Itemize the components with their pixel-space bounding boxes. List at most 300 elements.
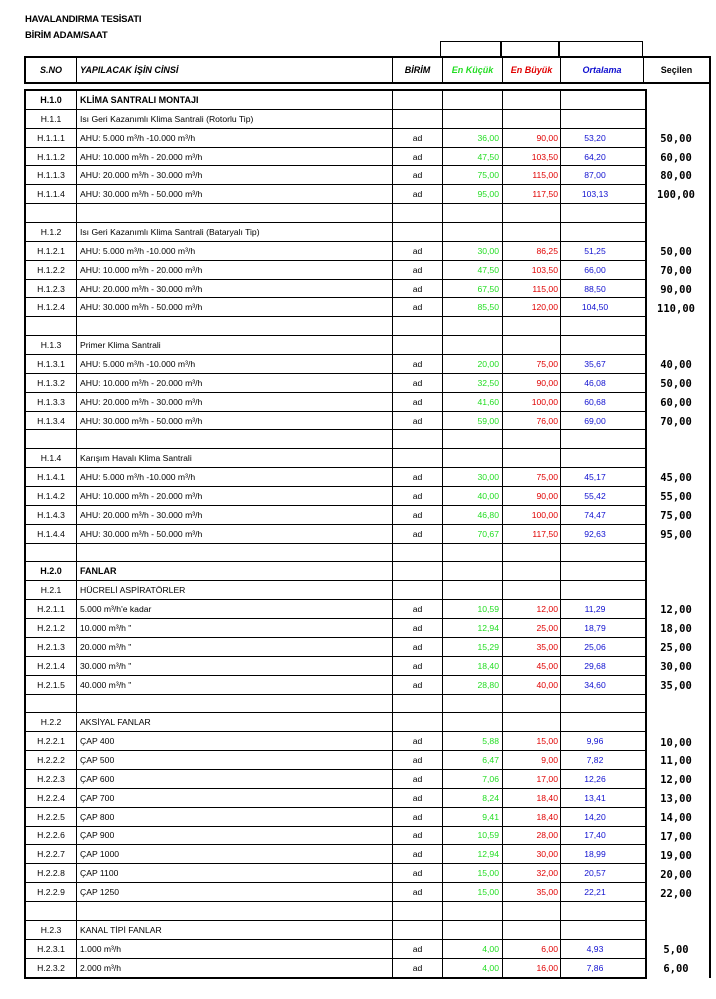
row-selected-value: 12,00 [660,604,692,617]
row-max [503,902,561,920]
row-average: 51,25 [584,245,606,256]
row-number: H.1.3.4 [26,412,77,430]
row-selected-value: 13,00 [660,793,692,806]
row-number: H.1.1.1 [26,129,77,147]
row-average: 60,68 [584,396,606,407]
section-row [26,91,645,110]
row-unit [393,449,443,467]
row-unit [393,695,443,713]
row-max: 115,00 [503,280,561,298]
row-min: 15,29 [443,638,503,656]
row-number: H.2.2.1 [26,732,77,750]
row-number [26,317,77,335]
row-unit: ad [393,940,443,958]
row-max: 100,00 [503,506,561,524]
row-average: 4,93 [586,943,604,954]
row-min [443,713,503,731]
row-average: 87,00 [584,170,606,181]
row-unit [393,713,443,731]
row-number: H.2.2.3 [26,770,77,788]
row-average: 7,86 [586,962,604,973]
row-selected-value: 55,00 [660,491,692,504]
header-sno: S.NO [26,58,77,82]
table-row [26,355,645,374]
row-selected-value: 50,00 [660,378,692,391]
row-unit: ad [393,298,443,316]
row-unit: ad [393,129,443,147]
row-description: ÇAP 700 [77,789,393,807]
blank-row [26,317,645,336]
row-selected-value: 80,00 [660,170,692,183]
row-number: H.2.2.9 [26,883,77,901]
table-row [26,487,645,506]
row-number: H.1.0 [26,91,77,109]
row-description: KLİMA SANTRALI MONTAJI [77,91,393,109]
row-min: 36,00 [443,129,503,147]
row-average: 17,40 [584,830,606,841]
table-row [26,808,645,827]
row-unit: ad [393,525,443,543]
row-number: H.2.1.1 [26,600,77,618]
row-average: 12,26 [584,773,606,784]
table-row [26,770,645,789]
row-max [503,110,561,128]
group-row [26,449,645,468]
table-row [26,412,645,431]
row-min [443,902,503,920]
row-min: 5,88 [443,732,503,750]
row-average: 13,41 [584,792,606,803]
table-row [26,676,645,695]
table-row [26,261,645,280]
table-row [26,129,645,148]
row-number: H.2.3.1 [26,940,77,958]
row-selected-value: 35,00 [660,679,692,692]
row-min: 41,60 [443,393,503,411]
row-max [503,921,561,939]
row-unit: ad [393,261,443,279]
header-top-cell [500,41,560,56]
row-unit: ad [393,959,443,978]
row-max: 117,50 [503,185,561,203]
selected-column [643,84,711,978]
table-header [24,56,711,84]
row-number: H.2.1.4 [26,657,77,675]
row-number: H.2.2.6 [26,827,77,845]
row-description: Primer Klima Santrali [77,336,393,354]
row-average: 20,57 [584,868,606,879]
row-min: 95,00 [443,185,503,203]
row-unit: ad [393,280,443,298]
row-description [77,695,393,713]
blank-row [26,204,645,223]
row-description: ÇAP 400 [77,732,393,750]
row-min: 7,06 [443,770,503,788]
blank-row [26,695,645,714]
row-max [503,695,561,713]
row-max: 30,00 [503,845,561,863]
row-unit [393,223,443,241]
row-description: HÜCRELİ ASPİRATÖRLER [77,581,393,599]
row-average: 9,96 [586,736,604,747]
row-average [561,204,643,222]
row-number: H.2.3.2 [26,959,77,978]
table-row [26,732,645,751]
row-min [443,581,503,599]
row-description: AHU: 5.000 m³/h -10.000 m³/h [77,355,393,373]
row-number: H.1.4.4 [26,525,77,543]
row-min: 46,80 [443,506,503,524]
row-min: 9,41 [443,808,503,826]
row-selected-value: 100,00 [657,189,695,202]
row-number [26,544,77,562]
row-max [503,449,561,467]
row-selected-value: 10,00 [660,736,692,749]
table-row [26,883,645,902]
row-min [443,921,503,939]
row-description: Karışım Havalı Klima Santrali [77,449,393,467]
row-description: Isı Geri Kazanımlı Klima Santrali (Bataryalı Tip) [77,223,393,241]
row-average: 14,20 [584,811,606,822]
row-min: 4,00 [443,959,503,978]
row-min [443,544,503,562]
row-description: ÇAP 600 [77,770,393,788]
row-average [561,562,643,580]
row-max: 100,00 [503,393,561,411]
row-number: H.2.1.5 [26,676,77,694]
row-description: AHU: 5.000 m³/h -10.000 m³/h [77,129,393,147]
row-average: 11,29 [584,604,606,615]
row-description: AHU: 20.000 m³/h - 30.000 m³/h [77,506,393,524]
row-number [26,902,77,920]
row-min: 30,00 [443,468,503,486]
table-row [26,525,645,544]
row-selected-value: 95,00 [660,529,692,541]
row-max: 15,00 [503,732,561,750]
row-number: H.1.4.3 [26,506,77,524]
row-number: H.2.2.7 [26,845,77,863]
group-row [26,223,645,242]
row-number: H.1.2.3 [26,280,77,298]
row-unit: ad [393,412,443,430]
row-number: H.1.3.1 [26,355,77,373]
row-average: 18,99 [584,849,606,860]
header-top-cell [440,41,502,56]
row-average [561,921,643,939]
row-number: H.2.2 [26,713,77,731]
row-min: 20,00 [443,355,503,373]
row-unit: ad [393,487,443,505]
row-number: H.1.1.2 [26,148,77,166]
row-max: 6,00 [503,940,561,958]
row-number: H.1.2 [26,223,77,241]
row-max: 45,00 [503,657,561,675]
row-number: H.2.2.2 [26,751,77,769]
row-max: 90,00 [503,374,561,392]
row-description: KANAL TİPİ FANLAR [77,921,393,939]
row-unit [393,204,443,222]
row-unit: ad [393,845,443,863]
row-max: 17,00 [503,770,561,788]
row-min [443,110,503,128]
row-average: 45,17 [584,472,606,483]
row-unit [393,921,443,939]
row-average [561,544,643,562]
blank-row [26,544,645,563]
row-average: 66,00 [584,264,606,275]
table-row [26,638,645,657]
table-row [26,657,645,676]
row-max: 28,00 [503,827,561,845]
row-max [503,336,561,354]
row-average: 25,06 [584,641,606,652]
row-average [561,91,643,109]
row-description [77,430,393,448]
row-description: ÇAP 1000 [77,845,393,863]
row-selected-value: 110,00 [657,302,695,315]
row-average [561,581,643,599]
row-selected-value: 75,00 [660,510,692,523]
row-min: 6,47 [443,751,503,769]
row-number: H.1.3.3 [26,393,77,411]
row-description: AHU: 20.000 m³/h - 30.000 m³/h [77,166,393,184]
row-max: 40,00 [503,676,561,694]
row-unit [393,902,443,920]
table-row [26,789,645,808]
row-min: 18,40 [443,657,503,675]
row-description: AHU: 30.000 m³/h - 50.000 m³/h [77,525,393,543]
row-number: H.2.1.2 [26,619,77,637]
row-min [443,223,503,241]
table-row [26,751,645,770]
row-max [503,581,561,599]
row-max: 25,00 [503,619,561,637]
header-unit: BİRİM [393,58,443,82]
row-description: FANLAR [77,562,393,580]
row-max: 9,00 [503,751,561,769]
row-average [561,110,643,128]
row-average: 53,20 [584,132,606,143]
row-unit [393,336,443,354]
row-selected-value: 14,00 [660,812,692,825]
row-min: 15,00 [443,883,503,901]
row-unit: ad [393,732,443,750]
row-description [77,544,393,562]
row-description: AHU: 10.000 m³/h - 20.000 m³/h [77,261,393,279]
row-number [26,430,77,448]
row-unit: ad [393,242,443,260]
row-average [561,223,643,241]
row-description: AHU: 30.000 m³/h - 50.000 m³/h [77,185,393,203]
row-min: 15,00 [443,864,503,882]
row-description: 40.000 m³/h " [77,676,393,694]
table-row [26,864,645,883]
row-description: 10.000 m³/h " [77,619,393,637]
row-average: 7,82 [586,755,604,765]
row-min: 30,00 [443,242,503,260]
row-description: AHU: 30.000 m³/h - 50.000 m³/h [77,412,393,430]
row-max: 120,00 [503,298,561,316]
row-number: H.2.2.4 [26,789,77,807]
table-row [26,827,645,846]
row-max: 76,00 [503,412,561,430]
row-unit: ad [393,355,443,373]
row-description [77,204,393,222]
row-average: 74,47 [584,509,606,520]
row-max [503,544,561,562]
row-unit: ad [393,506,443,524]
row-selected-value: 12,00 [660,774,692,787]
data-table [24,89,647,979]
row-max: 12,00 [503,600,561,618]
row-description: 30.000 m³/h " [77,657,393,675]
row-unit: ad [393,166,443,184]
row-description: 5.000 m³/h'e kadar [77,600,393,618]
row-number: H.1.3.2 [26,374,77,392]
row-min: 32,50 [443,374,503,392]
row-selected-value: 40,00 [660,359,692,372]
row-max: 90,00 [503,129,561,147]
group-row [26,581,645,600]
row-selected-value: 18,00 [660,623,692,636]
row-description: Isı Geri Kazanımlı Klima Santrali (Rotorlu Tip) [77,110,393,128]
row-description: ÇAP 1100 [77,864,393,882]
row-description: 2.000 m³/h [77,959,393,978]
row-unit: ad [393,808,443,826]
group-row [26,713,645,732]
row-selected-value: 70,00 [660,264,692,277]
table-row [26,506,645,525]
row-min [443,562,503,580]
row-max: 35,00 [503,883,561,901]
table-row [26,959,645,978]
row-number: H.1.2.1 [26,242,77,260]
row-max [503,204,561,222]
row-description: AHU: 5.000 m³/h -10.000 m³/h [77,242,393,260]
row-description: AHU: 10.000 m³/h - 20.000 m³/h [77,148,393,166]
blank-row [26,430,645,449]
table-row [26,242,645,261]
row-max: 86,25 [503,242,561,260]
row-number [26,204,77,222]
row-max: 35,00 [503,638,561,656]
row-min [443,317,503,335]
row-selected-value: 50,00 [660,132,692,145]
row-description: AKSİYAL FANLAR [77,713,393,731]
row-description: AHU: 20.000 m³/h - 30.000 m³/h [77,280,393,298]
row-average [561,336,643,354]
row-unit [393,581,443,599]
row-max: 18,40 [503,808,561,826]
row-number: H.1.4 [26,449,77,467]
row-unit: ad [393,751,443,769]
row-description: AHU: 20.000 m³/h - 30.000 m³/h [77,393,393,411]
table-row [26,166,645,185]
row-description: 1.000 m³/h [77,940,393,958]
header-avg: Ortalama [561,58,644,82]
row-number: H.2.3 [26,921,77,939]
row-selected-value: 20,00 [660,868,692,881]
row-min: 47,50 [443,148,503,166]
table-row [26,468,645,487]
row-number: H.2.0 [26,562,77,580]
header-max: En Büyük [503,58,561,82]
row-description: AHU: 10.000 m³/h - 20.000 m³/h [77,487,393,505]
row-min: 67,50 [443,280,503,298]
row-unit: ad [393,619,443,637]
row-max: 75,00 [503,468,561,486]
row-unit: ad [393,374,443,392]
row-min: 10,59 [443,827,503,845]
row-unit: ad [393,600,443,618]
row-min [443,91,503,109]
row-min [443,449,503,467]
row-min [443,204,503,222]
row-min: 59,00 [443,412,503,430]
row-unit: ad [393,185,443,203]
row-min: 75,00 [443,166,503,184]
row-unit [393,544,443,562]
row-average: 88,50 [584,283,606,294]
row-min: 4,00 [443,940,503,958]
row-min: 8,24 [443,789,503,807]
row-selected-value: 70,00 [660,415,692,428]
row-number: H.2.2.5 [26,808,77,826]
row-max: 103,50 [503,261,561,279]
row-unit: ad [393,638,443,656]
row-unit: ad [393,864,443,882]
row-unit: ad [393,657,443,675]
row-description: ÇAP 800 [77,808,393,826]
document-subtitle: BİRİM ADAM/SAAT [25,30,108,41]
row-description: ÇAP 500 [77,751,393,769]
row-max: 75,00 [503,355,561,373]
table-row [26,393,645,412]
row-max [503,713,561,731]
group-row [26,921,645,940]
row-average: 104,50 [581,302,609,313]
row-description [77,317,393,335]
row-description: AHU: 30.000 m³/h - 50.000 m³/h [77,298,393,316]
row-number: H.2.2.8 [26,864,77,882]
row-average: 29,68 [584,660,606,671]
row-description [77,902,393,920]
table-row [26,298,645,317]
row-max: 32,00 [503,864,561,882]
row-number: H.1.4.2 [26,487,77,505]
group-row [26,336,645,355]
row-unit [393,562,443,580]
row-unit [393,430,443,448]
header-description: YAPILACAK İŞİN CİNSİ [77,58,393,82]
row-min: 40,00 [443,487,503,505]
row-min [443,336,503,354]
row-unit: ad [393,789,443,807]
row-selected-value: 17,00 [660,830,692,843]
row-number: H.2.1.3 [26,638,77,656]
header-selected: Seçilen [660,65,693,75]
row-description: AHU: 10.000 m³/h - 20.000 m³/h [77,374,393,392]
row-min: 28,80 [443,676,503,694]
row-selected-value: 5,00 [663,944,689,957]
row-min: 85,50 [443,298,503,316]
row-selected-value: 60,00 [660,151,692,164]
table-row [26,600,645,619]
row-max: 103,50 [503,148,561,166]
row-unit [393,91,443,109]
row-unit: ad [393,148,443,166]
group-row [26,110,645,129]
